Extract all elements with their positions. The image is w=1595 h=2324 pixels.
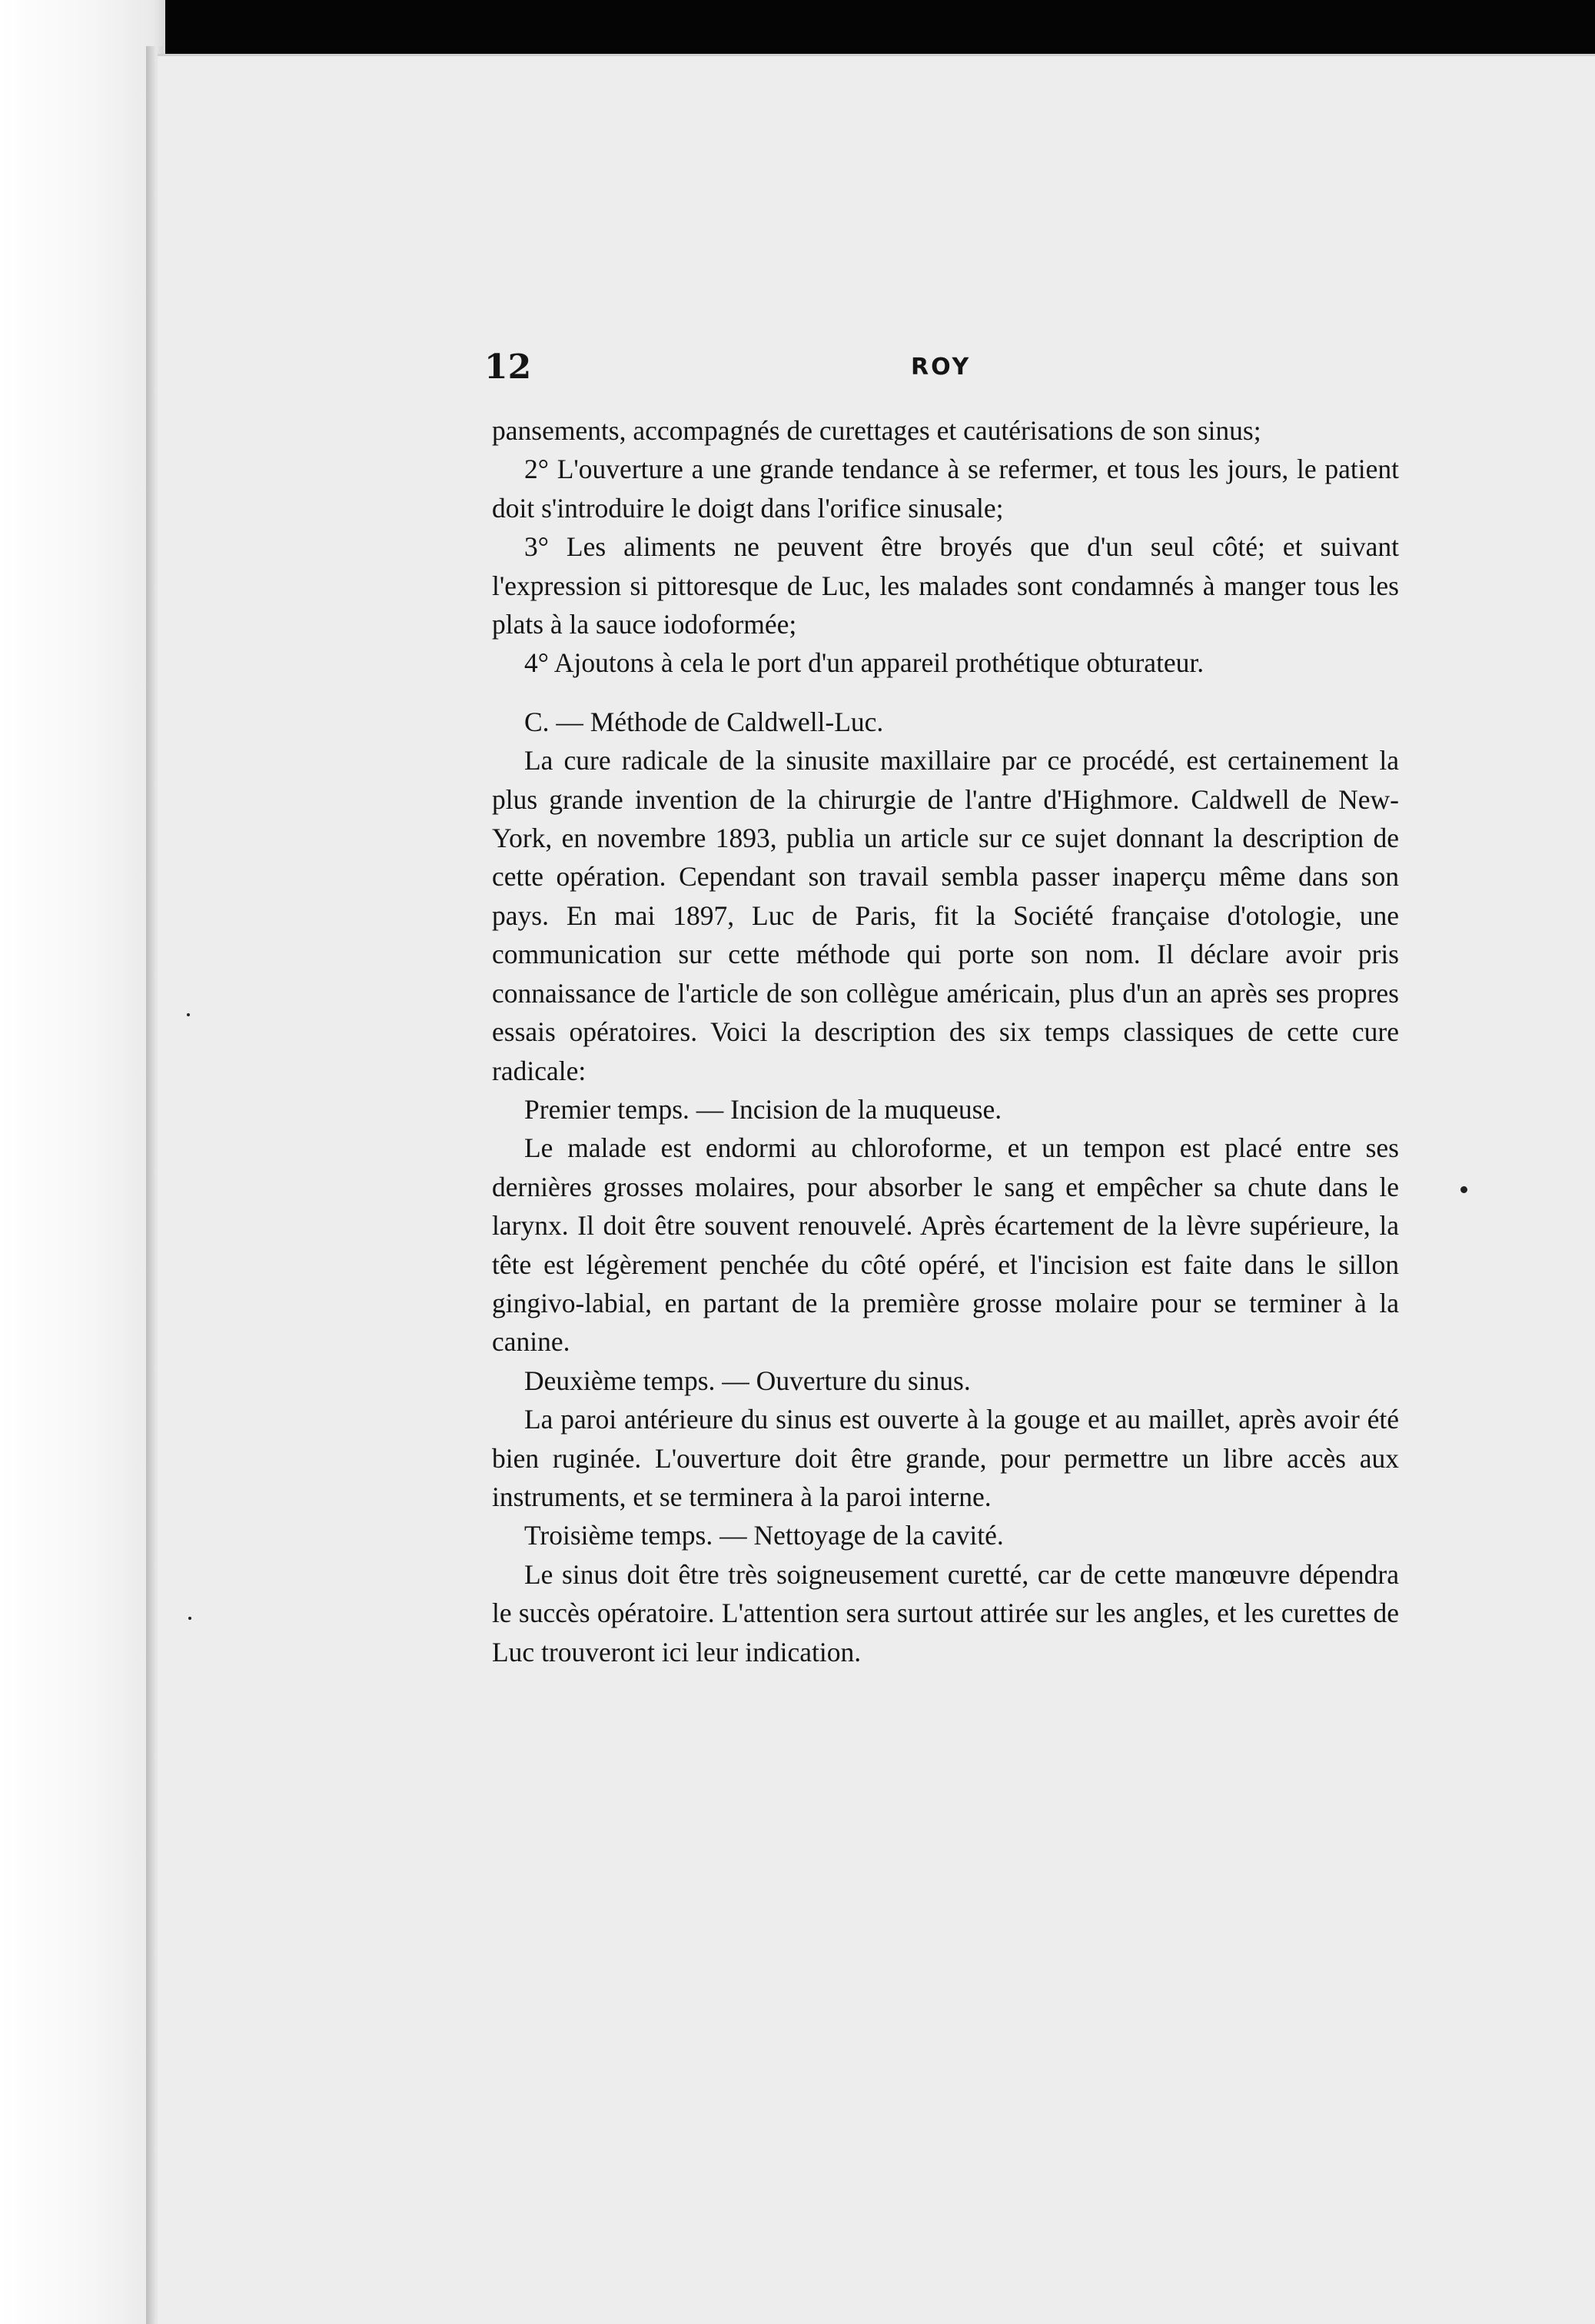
paragraph: La paroi antérieure du sinus est ouverte à la gouge et au maillet, après avoir été bien ruginée. L'ouverture doit être grande, pour permettre un libre accès aux instruments, et se terminera à la paroi interne. [492, 1404, 1399, 1512]
page-number: 12 [484, 347, 532, 387]
paragraph: pansements, accompagnés de curettages et cautérisations de son sinus; [492, 415, 1261, 446]
paragraph: La cure radicale de la sinusite maxillaire par ce procédé, est certainement la plus grande invention de la chirurgie de l'antre d'Highmore. Caldwell de New-York, en novembre 1893, publia un article sur ce sujet donnant la description de cette opération. Cependant son travail sembla passer inaperçu même dans son pays. En mai 1897, Luc de Paris, fit la Société française d'otologie, une communication sur cette méthode qui porte son nom. Il déclare avoir pris connaissance de l'article de son collègue américain, plus d'un an après ses propres essais opératoires. Voici la description des six temps classiques de cette cure radicale: [492, 745, 1399, 1086]
paragraph: Le sinus doit être très soigneusement curetté, car de cette manœuvre dépendra le succès opératoire. L'attention sera surtout attirée sur les angles, et les curettes de Luc trouveront ici leur indication. [492, 1558, 1399, 1667]
paragraph: 4° Ajoutons à cela le port d'un appareil prothétique obturateur. [524, 647, 1205, 679]
paragraph: 3° Les aliments ne peuvent être broyés que d'un seul côté; et suivant l'expression si pittoresque de Luc, les malades sont condamnés à manger tous les plats à la sauce iodoformée; [492, 531, 1399, 640]
paragraph: 2° L'ouverture a une grande tendance à se refermer, et tous les jours, le patient doit s'introduire le doigt dans l'orifice sinusale; [492, 454, 1399, 524]
subsection-heading: Troisième temps. — Nettoyage de la cavité. [524, 1520, 1004, 1551]
paragraph: Le malade est endormi au chloroforme, et un tempon est placé entre ses dernières grosses molaires, pour absorber le sang et empêcher sa chute dans le larynx. Il doit être souvent renouvelé. Après écartement de la lèvre supérieure, la tête est légèrement penchée du côté opéré, et l'incision est faite dans le sillon gingivo-labial, en partant de la première grosse molaire pour se terminer à la canine. [492, 1132, 1399, 1358]
subsection-heading: Premier temps. — Incision de la muqueuse. [524, 1093, 1002, 1125]
scan-margin [0, 0, 165, 2324]
dust-speck [187, 1013, 190, 1016]
subsection-heading: Deuxième temps. — Ouverture du sinus. [524, 1365, 971, 1396]
page-header [484, 347, 1399, 394]
section-heading: C. — Méthode de Caldwell-Luc. [524, 706, 884, 737]
dust-speck [1460, 1186, 1467, 1193]
body-text [492, 411, 1399, 1671]
dust-speck [188, 1617, 191, 1620]
running-head: ROY [911, 354, 972, 381]
